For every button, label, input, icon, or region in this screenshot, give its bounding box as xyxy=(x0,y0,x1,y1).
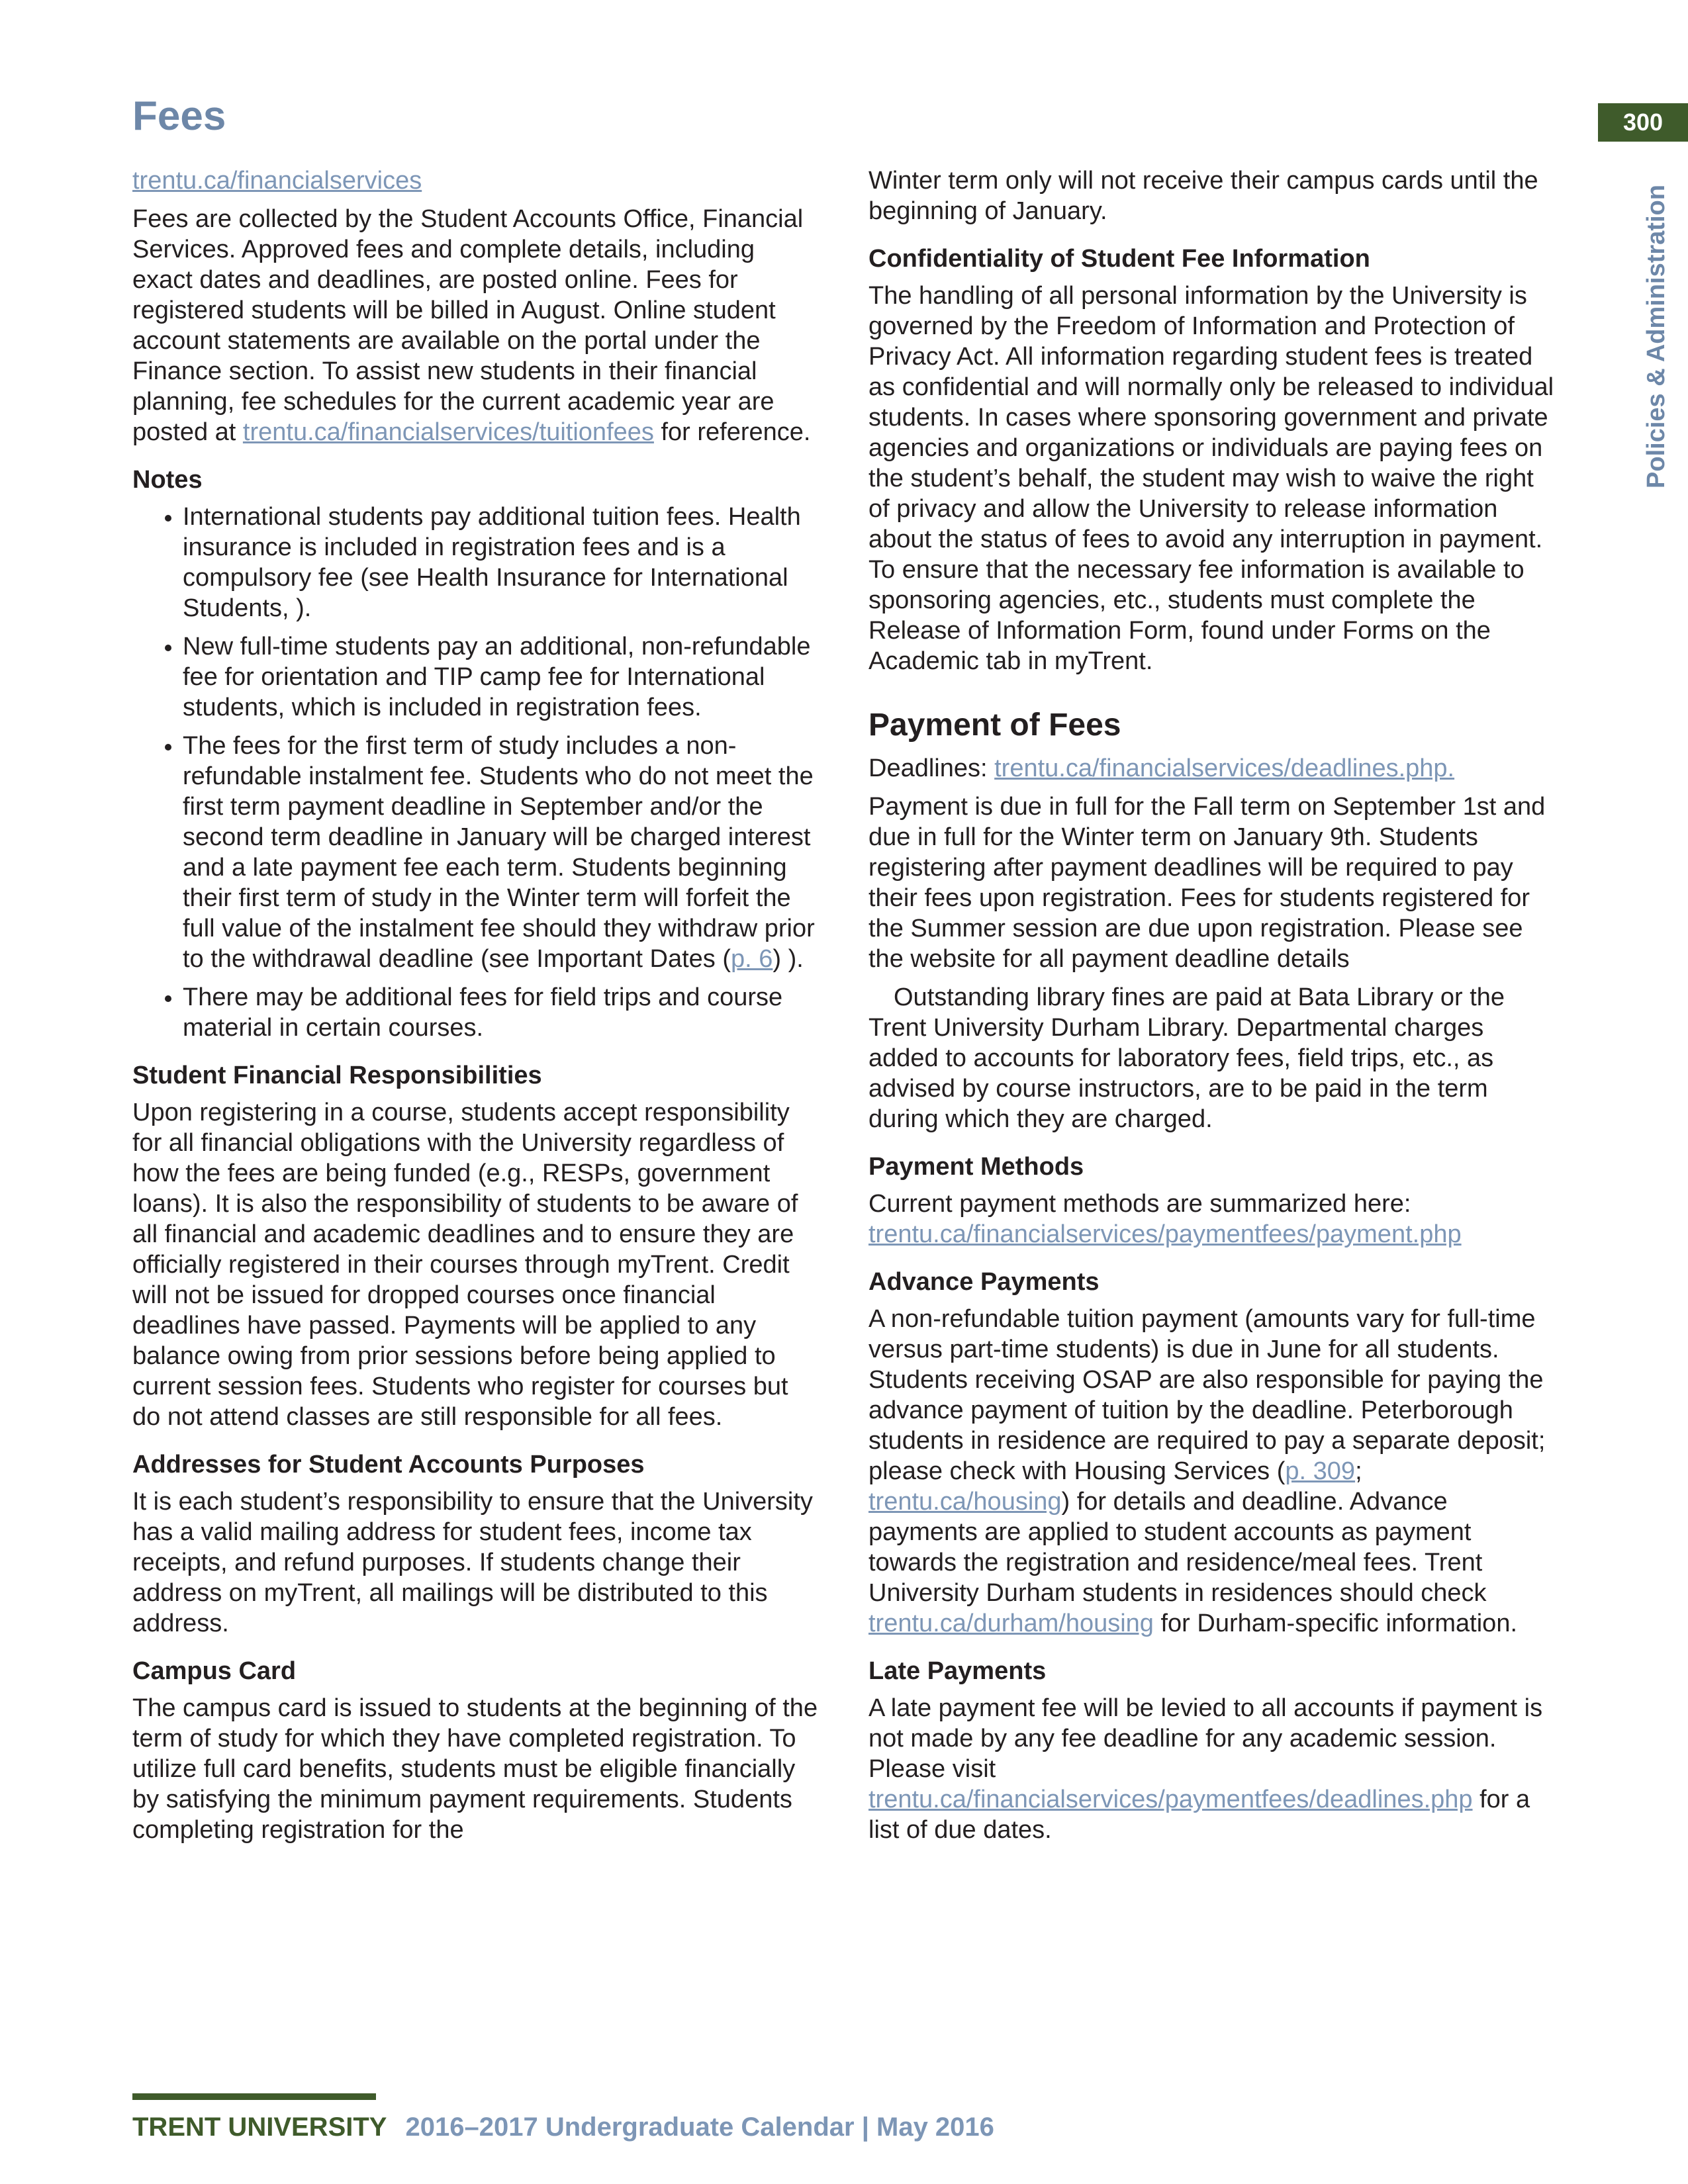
advance-payments-heading: Advance Payments xyxy=(868,1268,1100,1296)
payment-methods-heading: Payment Methods xyxy=(868,1153,1084,1181)
late-payments-tail: for a list of due dates. xyxy=(868,1786,1530,1844)
note-tail: ) ). xyxy=(773,945,804,973)
advance-payments-text-2: ) for details and deadline. Advance payments are applied to student accounts as payment towards the registration and residence/meal fees. Trent University Durham students in residences should check xyxy=(868,1488,1487,1607)
campus-card-text: The campus card is issued to students at the beginning of the term of study for which they have completed registration. To utilize full card benefits, students must be eligible financially by satisfying the minimum payment requirements. Students completing registration for the xyxy=(132,1694,818,1844)
advance-payments-paragraph xyxy=(868,1304,1557,1639)
payment-methods-paragraph xyxy=(868,1189,1557,1250)
link-separator: ; xyxy=(1355,1457,1362,1485)
page-title: Fees xyxy=(132,93,226,139)
confidentiality-text: The handling of all personal information by the University is governed by the Freedom of Information and Protection of Privacy Act. All information regarding student fees is treated as confidential and will normally only be released to individual students. In cases where sponsoring government and private agencies and organizations or individuals are paying fees on the student’s behalf, the student may wish to waive the right of privacy and allow the University to release information about the status of fees to avoid any interruption in payment. To ensure that the necessary fee information is available to sponsoring agencies, etc., students must complete the Release of Information Form, found under Forms on the Academic tab in myTrent. xyxy=(868,282,1554,675)
durham-housing-link[interactable]: trentu.ca/durham/housing xyxy=(868,1610,1154,1637)
note-item: • New full-time students pay an additional, non-refundable fee for orientation and TIP camp fee for International students, which is included in registration fees. xyxy=(183,631,821,723)
housing-page-link[interactable]: p. 309 xyxy=(1285,1457,1356,1485)
payment-text: Payment is due in full for the Fall term on September 1st and due in full for the Winter term on January 9th. Students registering after payment deadlines will be required to pay their fees upon registration. Fees for students registered for the Summer session are due upon registration. Please see the website for all payment deadline details xyxy=(868,793,1546,973)
late-payments-heading: Late Payments xyxy=(868,1657,1047,1685)
campus-card-heading: Campus Card xyxy=(132,1657,297,1685)
confidentiality-heading: Confidentiality of Student Fee Information xyxy=(868,245,1370,273)
housing-link[interactable]: trentu.ca/housing xyxy=(868,1488,1062,1516)
right-column xyxy=(868,165,1557,1853)
advance-payments-tail: for Durham-specific information. xyxy=(1153,1610,1518,1637)
deadlines-link[interactable]: trentu.ca/financialservices/deadlines.php. xyxy=(994,754,1455,782)
late-payments-deadlines-link[interactable]: trentu.ca/financialservices/paymentfees/deadlines.php xyxy=(868,1786,1473,1813)
intro-paragraph xyxy=(132,204,821,447)
section-side-tab xyxy=(1636,171,1676,502)
note-item xyxy=(183,731,821,974)
deadlines-label: Deadlines: xyxy=(868,754,995,782)
payment-methods-text: Current payment methods are summarized here: xyxy=(868,1190,1411,1218)
library-fines-text: Outstanding library fines are paid at Bata Library or the Trent University Durham Library. Departmental charges added to accounts for laboratory fees, field trips, etc., as advised by course instructors, are to be paid in the term during which they are charged. xyxy=(868,983,1505,1133)
campus-card-continued: Winter term only will not receive their campus cards until the beginning of January. xyxy=(868,167,1538,225)
notes-heading: Notes xyxy=(132,466,203,494)
tuition-fees-link[interactable]: trentu.ca/financialservices/tuitionfees xyxy=(242,418,654,446)
financial-services-link-paragraph xyxy=(132,165,821,196)
important-dates-page-link[interactable]: p. 6 xyxy=(730,945,773,973)
late-payments-paragraph xyxy=(868,1693,1557,1845)
addresses-text: It is each student’s responsibility to ensure that the University has a valid mailing address for student fees, income tax receipts, and refund purposes. If students change their address on myTrent, all mailings will be distributed to this address. xyxy=(132,1488,813,1637)
financial-services-link[interactable]: trentu.ca/financialservices xyxy=(132,167,422,195)
addresses-heading: Addresses for Student Accounts Purposes xyxy=(132,1451,645,1479)
page-number: 300 xyxy=(1598,103,1688,142)
notes-list xyxy=(132,502,821,1043)
payment-of-fees-heading: Payment of Fees xyxy=(868,707,1121,743)
intro-tail: for reference. xyxy=(653,418,811,446)
deadlines-paragraph xyxy=(868,753,1557,784)
note-text: The fees for the first term of study includes a non-refundable instalment fee. Students who do not meet the first term payment deadline in September and/or the second term deadline in January will be charged interest and a late payment fee each term. Students beginning their first term of study in the Winter term will forfeit the full value of the instalment fee should they withdraw prior to the withdrawal deadline (see Important Dates ( xyxy=(183,732,815,973)
note-item: • International students pay additional tuition fees. Health insurance is included in registration fees and is a compulsory fee (see Health Insurance for International Students, ). xyxy=(183,502,821,623)
student-financial-responsibilities-text: Upon registering in a course, students accept responsibility for all financial obligations with the University regardless of how the fees are being funded (e.g., RESPs, government loans). It is also the responsibility of students to be aware of all financial and academic deadlines and to ensure they are officially registered in their courses through myTrent. Credit will not be issued for dropped courses once financial deadlines have passed. Payments will be applied to any balance owing from prior sessions before being applied to current session fees. Students who register for courses but do not attend classes are still responsible for all fees. xyxy=(132,1099,798,1431)
footer-university: TRENT UNIVERSITY xyxy=(132,2113,387,2142)
footer-rule xyxy=(132,2093,376,2100)
payment-methods-link[interactable]: trentu.ca/financialservices/paymentfees/payment.php xyxy=(868,1220,1462,1248)
side-tab-label: Policies & Administration xyxy=(1642,184,1670,488)
footer-calendar: 2016–2017 Undergraduate Calendar | May 2016 xyxy=(405,2113,994,2142)
student-financial-responsibilities-heading: Student Financial Responsibilities xyxy=(132,1062,542,1089)
left-column xyxy=(132,165,821,1853)
footer xyxy=(132,2113,994,2142)
advance-payments-text: A non-refundable tuition payment (amounts vary for full-time versus part-time students) is due in June for all students. Students receiving OSAP are also responsible for paying the advance payment of tuition by the deadline. Peterborough students in residence are required to pay a separate deposit; please check with Housing Services ( xyxy=(868,1305,1546,1485)
late-payments-text: A late payment fee will be levied to all accounts if payment is not made by any fee deadline for any academic session. Please visit xyxy=(868,1694,1543,1783)
note-item: • There may be additional fees for field trips and course material in certain courses. xyxy=(183,982,821,1043)
intro-text: Fees are collected by the Student Accounts Office, Financial Services. Approved fees and complete details, including exact dates and deadlines, are posted online. Fees for registered students will be billed in August. Online student account statements are available on the portal under the Finance section. To assist new students in their financial planning, fee schedules for the current academic year are posted at xyxy=(132,205,804,446)
